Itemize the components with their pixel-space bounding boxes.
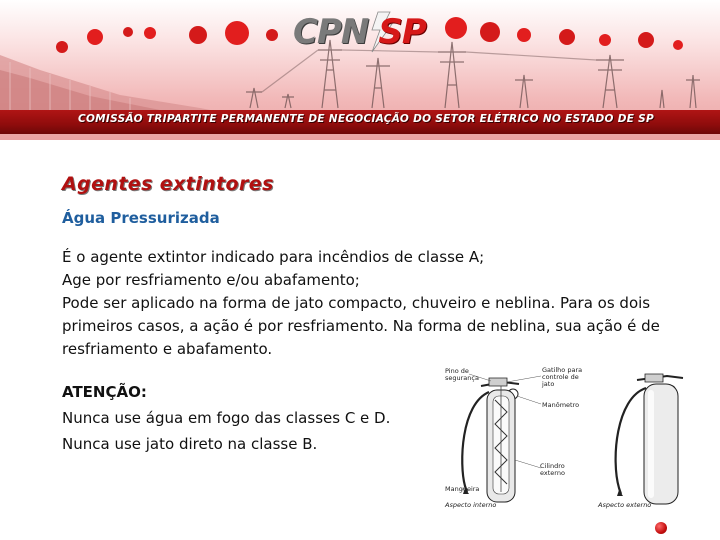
- body-paragraphs: [62, 246, 662, 361]
- attention-line: Nunca use jato direto na classe B.: [62, 435, 318, 453]
- extinguisher-external-illustration: [616, 374, 683, 504]
- caption-external: Aspecto externo: [598, 501, 652, 509]
- label-outer-cylinder: Cilindro externo: [540, 462, 565, 477]
- cpn-sp-logo: CPN SP: [293, 12, 426, 52]
- label-trigger: Gatilho para controle de jato: [542, 366, 583, 388]
- red-dot-decoration: [655, 522, 667, 534]
- extinguisher-figure: [441, 364, 686, 514]
- slide-title: Agentes extintores: [62, 173, 274, 195]
- attention-line: Nunca use água em fogo das classes C e D.: [62, 409, 391, 427]
- header-banner: [0, 0, 720, 140]
- slide-subtitle: Água Pressurizada: [62, 209, 220, 227]
- organization-name: COMISSÃO TRIPARTITE PERMANENTE DE NEGOCIAÇÃO DO SETOR ELÉTRICO NO ESTADO DE SP: [77, 113, 654, 125]
- paragraph: Age por resfriamento e/ou abafamento;: [62, 271, 360, 289]
- caption-internal: Aspecto interno: [445, 501, 497, 509]
- paragraph: É o agente extintor indicado para incêndios de classe A;: [62, 248, 485, 266]
- paragraph: Pode ser aplicado na forma de jato compacto, chuveiro e neblina. Para os dois primeiros casos, a ação é por resfriamento. Na forma de neblina, sua ação é de resfriamento e abafamento.: [62, 294, 660, 358]
- label-pressure-gauge: Manômetro: [542, 401, 580, 409]
- label-safety-pin: Pino de segurança: [445, 367, 479, 382]
- extinguisher-internal-illustration: [461, 374, 541, 502]
- attention-heading: ATENÇÃO:: [62, 383, 147, 401]
- attention-block: [62, 379, 442, 457]
- label-hose: Mangueira: [445, 485, 480, 493]
